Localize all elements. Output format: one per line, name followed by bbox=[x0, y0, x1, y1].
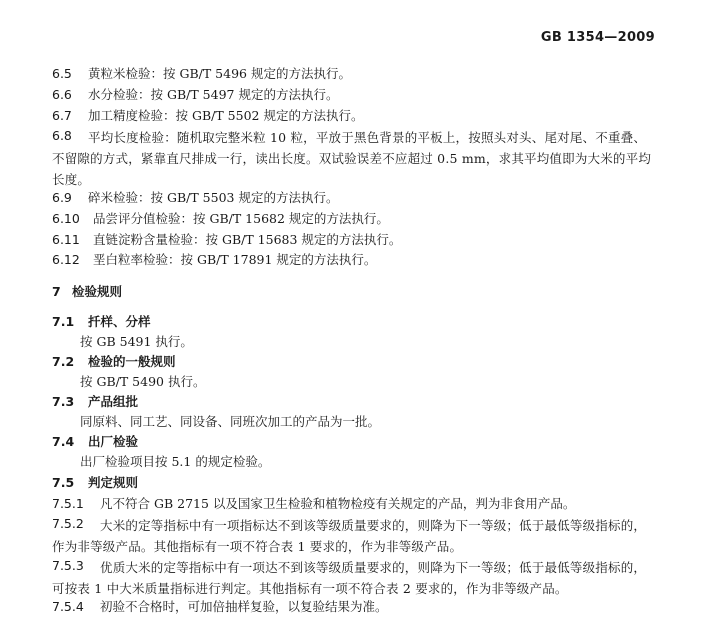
clause-text: 直链淀粉含量检验：按 GB/T 15683 规定的方法执行。 bbox=[93, 232, 402, 247]
clause-text: 垩白粒率检验：按 GB/T 17891 规定的方法执行。 bbox=[93, 252, 377, 267]
clause-body: 按 GB/T 5490 执行。 bbox=[80, 374, 206, 389]
clause-number: 7.4 bbox=[52, 434, 75, 449]
clause-6-8-text: 平均长度检验：随机取完整米粒 10 粒，平放于黑色背景的平板上，按照头对头、尾对尾、不重叠、不留隙的方式，紧靠直尺排成一行，读出长度。双试验误差不应超过 0.5 mm，求其平均值即为大米的平均长度。 bbox=[52, 130, 652, 187]
clause-number: 6.7 bbox=[52, 108, 72, 123]
clause-body: 出厂检验项目按 5.1 的规定检验。 bbox=[80, 454, 271, 469]
clause-text: 品尝评分值检验：按 GB/T 15682 规定的方法执行。 bbox=[93, 211, 389, 226]
clause-text: 黄粒米检验：按 GB/T 5496 规定的方法执行。 bbox=[88, 66, 351, 81]
clause-title: 检验的一般规则 bbox=[88, 354, 176, 369]
clause-text: 初验不合格时，可加倍抽样复验，以复验结果为准。 bbox=[100, 599, 388, 614]
clause-text: 加工精度检验：按 GB/T 5502 规定的方法执行。 bbox=[88, 108, 364, 123]
clause-title: 判定规则 bbox=[88, 475, 139, 490]
clause-number: 6.5 bbox=[52, 66, 72, 81]
clause-title: 产品组批 bbox=[88, 394, 139, 409]
clause-text: 水分检验：按 GB/T 5497 规定的方法执行。 bbox=[88, 87, 339, 102]
section-title: 检验规则 bbox=[72, 284, 123, 299]
clause-body: 同原料、同工艺、同设备、同班次加工的产品为一批。 bbox=[80, 414, 381, 429]
clause-7-5-3-text: 优质大米的定等指标中有一项达不到该等级质量要求的，则降为下一等级；低于最低等级指标的，可按表 1 中大米质量指标进行判定。其他指标有一项不符合表 2 要求的，作为非等级产品。 bbox=[52, 560, 647, 596]
clause-title: 扦样、分样 bbox=[88, 314, 151, 329]
clause-number: 7.2 bbox=[52, 354, 75, 369]
clause-number: 6.8 bbox=[52, 128, 72, 143]
clause-number: 7.3 bbox=[52, 394, 75, 409]
clause-number: 7.1 bbox=[52, 314, 75, 329]
clause-number: 7.5.2 bbox=[52, 516, 84, 531]
clause-body: 按 GB 5491 执行。 bbox=[80, 334, 193, 349]
standard-number: GB 1354—2009 bbox=[540, 30, 655, 45]
clause-number: 6.6 bbox=[52, 87, 72, 102]
clause-number: 7.5 bbox=[52, 475, 75, 490]
clause-number: 6.10 bbox=[52, 211, 80, 226]
clause-number: 7.5.1 bbox=[52, 496, 84, 511]
clause-number: 6.9 bbox=[52, 190, 72, 205]
clause-text: 碎米检验：按 GB/T 5503 规定的方法执行。 bbox=[88, 190, 339, 205]
clause-number: 6.11 bbox=[52, 232, 80, 247]
clause-number: 6.12 bbox=[52, 252, 80, 267]
clause-text: 凡不符合 GB 2715 以及国家卫生检验和植物检疫有关规定的产品，判为非食用产品。 bbox=[100, 496, 576, 511]
clause-number: 7.5.3 bbox=[52, 558, 84, 573]
section-number: 7 bbox=[52, 284, 61, 299]
clause-title: 出厂检验 bbox=[88, 434, 139, 449]
clause-7-5-2-text: 大米的定等指标中有一项指标达不到该等级质量要求的，则降为下一等级；低于最低等级指标的，作为非等级产品。其他指标有一项不符合表 1 要求的，作为非等级产品。 bbox=[52, 518, 647, 554]
clause-number: 7.5.4 bbox=[52, 599, 84, 614]
